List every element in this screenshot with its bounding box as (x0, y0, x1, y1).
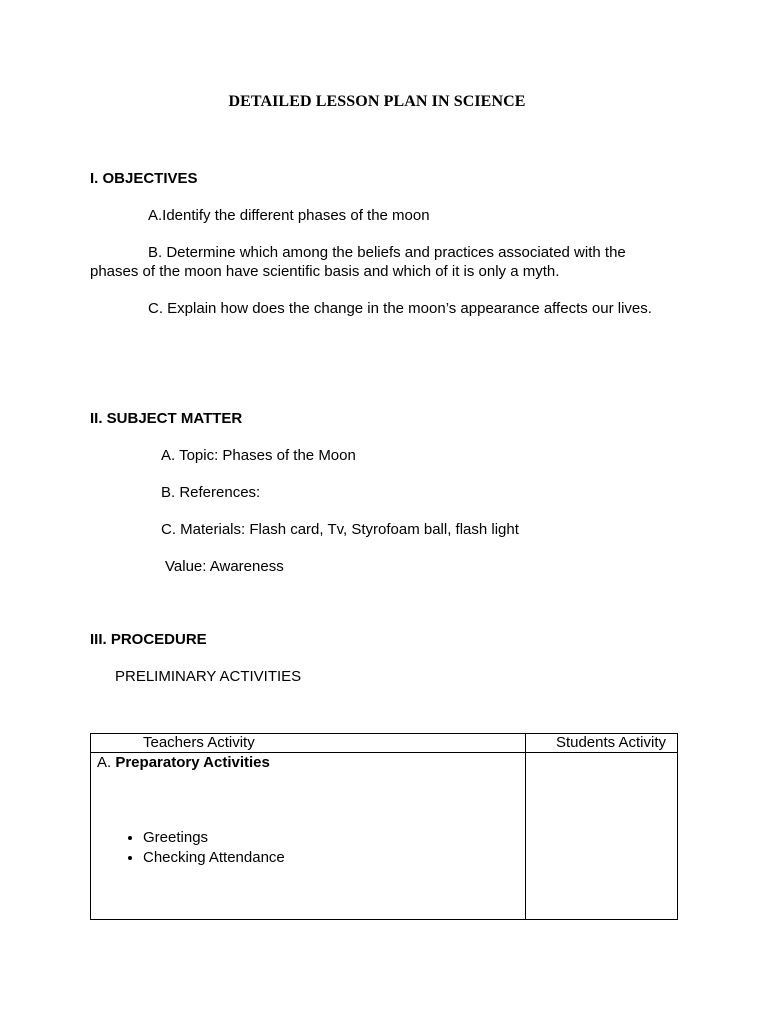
subject-topic: A. Topic: Phases of the Moon (161, 447, 356, 464)
table-row (91, 753, 678, 920)
list-item: • Greetings (143, 828, 525, 848)
objective-c: C. Explain how does the change in the moon’s appearance affects our lives. (148, 300, 652, 317)
teachers-activity-header: Teachers Activity (91, 734, 526, 753)
subject-matter-heading: II. SUBJECT MATTER (90, 410, 243, 427)
table-header-row (91, 734, 678, 753)
objectives-heading: I. OBJECTIVES (90, 170, 198, 187)
students-activity-cell (526, 753, 678, 920)
preparatory-list (97, 828, 525, 868)
objective-b: B. Determine which among the beliefs and practices associated with the phases of the moon have scientific basis and which of it is only a myth. (90, 244, 626, 280)
activities-table (90, 733, 678, 920)
document-title: DETAILED LESSON PLAN IN SCIENCE (228, 93, 526, 110)
teachers-activity-cell (91, 753, 526, 920)
preliminary-activities-heading: PRELIMINARY ACTIVITIES (115, 668, 302, 685)
subject-references: B. References: (161, 484, 261, 501)
subject-value: Value: Awareness (165, 558, 284, 575)
list-item: • Checking Attendance (143, 848, 525, 868)
objective-a: A.Identify the different phases of the moon (148, 207, 430, 224)
subject-materials: C. Materials: Flash card, Tv, Styrofoam ball, flash light (161, 521, 519, 538)
procedure-heading: III. PROCEDURE (90, 631, 207, 648)
preparatory-activities-label (97, 754, 525, 771)
preparatory-activities-title: Preparatory Activities (115, 754, 270, 771)
preparatory-prefix: A. (97, 754, 116, 771)
students-activity-header: Students Activity (526, 734, 678, 753)
